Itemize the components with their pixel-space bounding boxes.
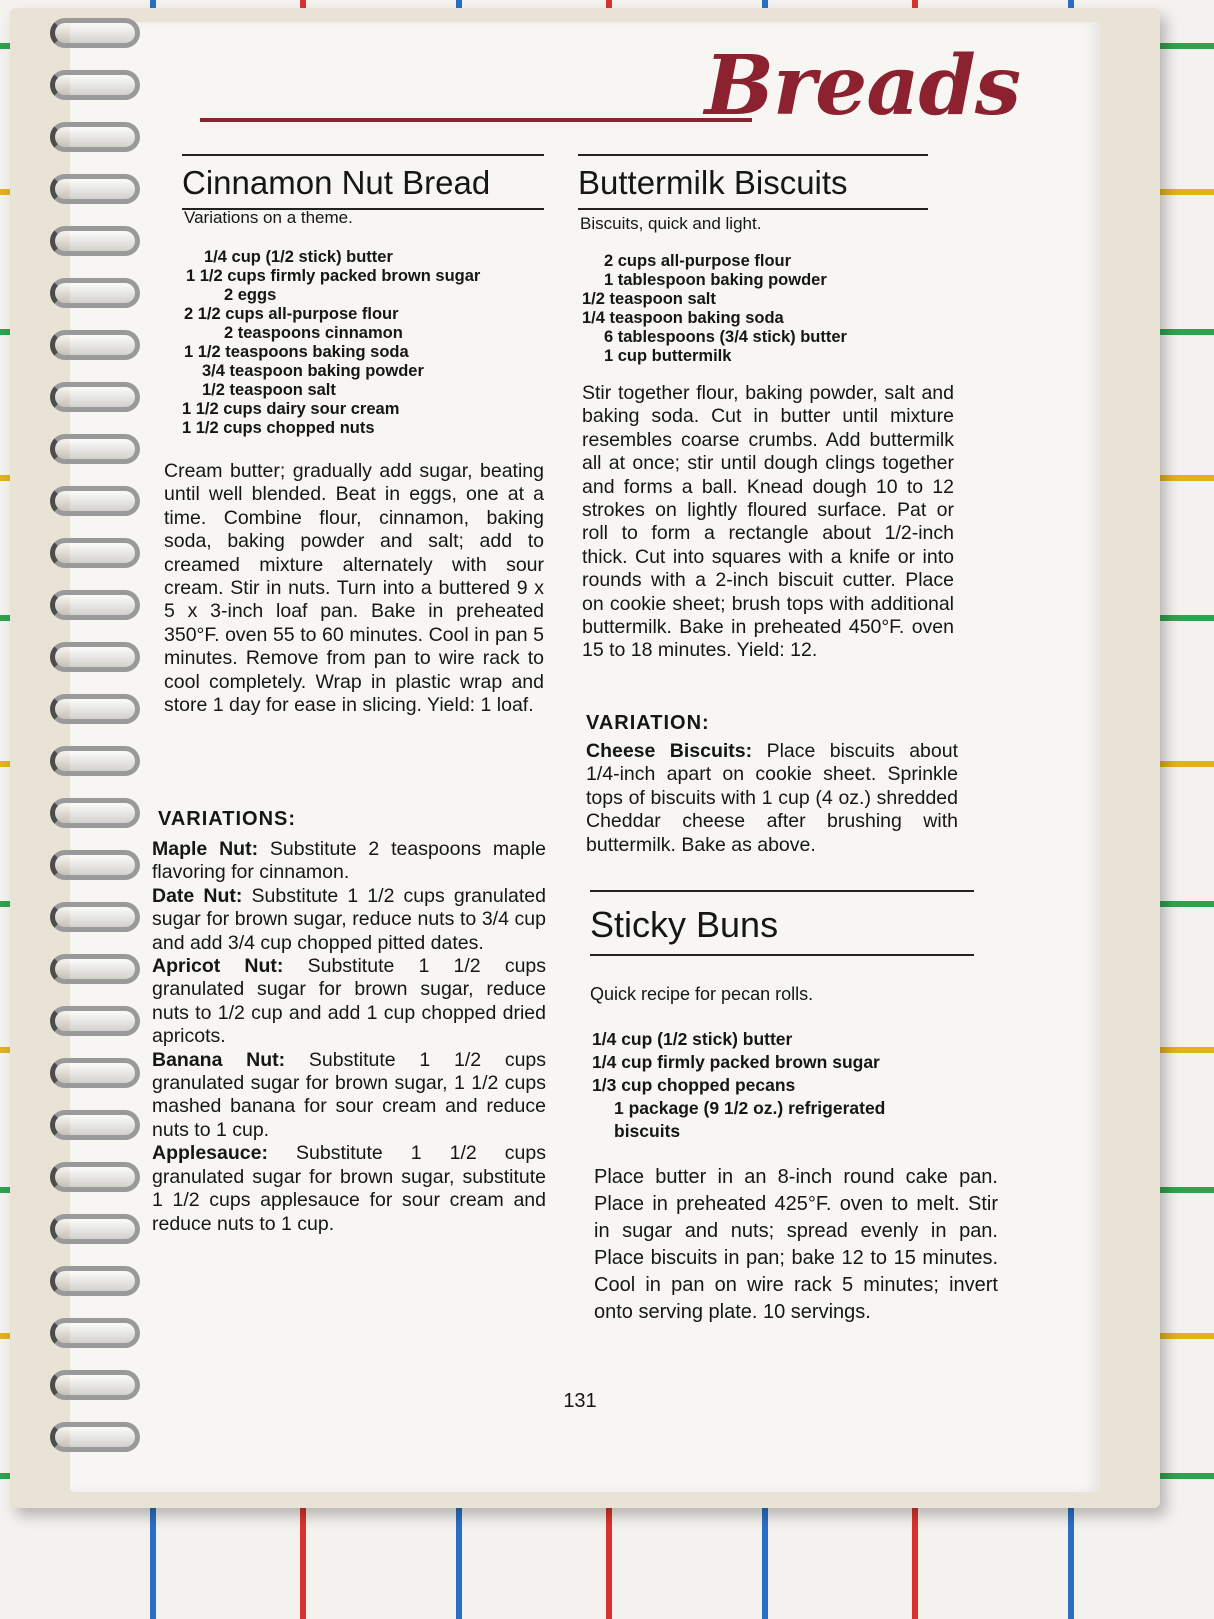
- ingredient: 1/4 cup (1/2 stick) butter: [592, 1029, 793, 1049]
- ingredient: 1 tablespoon baking powder: [604, 271, 827, 289]
- variation-name: Apricot Nut:: [152, 955, 284, 978]
- ingredient: 2 cups all-purpose flour: [604, 252, 792, 270]
- recipe-title: Cinnamon Nut Bread: [182, 164, 491, 201]
- variation-name: Date Nut:: [152, 884, 243, 907]
- ingredient: 1/4 teaspoon baking soda: [582, 309, 784, 327]
- ingredient: 1 1/2 cups firmly packed brown sugar: [186, 267, 481, 285]
- recipe-title: Buttermilk Biscuits: [578, 164, 848, 201]
- variation-item: [152, 1142, 546, 1236]
- variation-name: Cheese Biscuits:: [586, 740, 753, 762]
- cookbook-page: [70, 22, 1100, 1492]
- ingredient-list: [592, 1028, 944, 1143]
- ingredient: 1 1/2 cups dairy sour cream: [182, 400, 400, 418]
- header-rule: [200, 118, 752, 122]
- ingredient-list: [182, 248, 480, 438]
- ingredient: 1/2 teaspoon salt: [582, 290, 716, 308]
- ingredient: 2 1/2 cups all-purpose flour: [184, 305, 399, 323]
- ingredient: 2 teaspoons cinnamon: [224, 324, 403, 342]
- ingredient: 3/4 teaspoon baking powder: [202, 362, 424, 380]
- variations-list: [586, 740, 958, 857]
- variations-list: [152, 838, 546, 1236]
- variation-name: Applesauce:: [152, 1142, 268, 1165]
- variation-item: [152, 885, 546, 955]
- recipe-title: Sticky Buns: [590, 904, 779, 945]
- recipe-directions: [164, 460, 544, 717]
- ingredient: 2 eggs: [224, 286, 277, 304]
- recipe-tagline: Variations on a theme.: [184, 208, 353, 227]
- recipe-tagline: Quick recipe for pecan rolls.: [590, 984, 814, 1004]
- recipe-directions: [582, 382, 954, 663]
- directions-text: Cream butter; gradually add sugar, beating until well blended. Beat in eggs, one at a time. Combine flour, cinnamon, baking soda, baking powder and salt; add to creamed mixture alternately with sour cream. Stir in nuts. Turn into a buttered 9 x 5 x 3-inch loaf pan. Bake in preheated 350°F. oven 55 to 60 minutes. Cool in pan 5 minutes. Remove from pan to wire rack to cool completely. Wrap in plastic wrap and store 1 day for ease in slicing. Yield: 1 loaf.: [164, 460, 544, 717]
- recipe-title-block: [182, 154, 544, 210]
- variation-text: Substitute 1 1/2 cups granulated sugar for brown sugar, substitute 1 1/2 cups applesauce for sour cream and reduce nuts to 1 cup.: [152, 1142, 546, 1235]
- cookbook: [10, 8, 1160, 1508]
- variation-item: [152, 955, 546, 1049]
- ingredient: 6 tablespoons (3/4 stick) butter: [604, 328, 847, 346]
- ingredient: 1 1/2 teaspoons baking soda: [184, 343, 409, 361]
- variation-item: [152, 838, 546, 885]
- section-title: Breads: [704, 38, 1020, 134]
- page-number: 131: [563, 1390, 597, 1412]
- directions-text: Place butter in an 8-inch round cake pan. Place in preheated 425°F. oven to melt. Stir in sugar and nuts; spread evenly in pan. Place biscuits in pan; bake 12 to 15 minutes. Cool in pan on wire rack 5 minutes; invert onto serving plate. 10 servings.: [594, 1166, 998, 1323]
- ingredient: 1/4 cup (1/2 stick) butter: [204, 248, 393, 266]
- recipe-directions: [594, 1164, 998, 1326]
- ingredient: 1/2 teaspoon salt: [202, 381, 336, 399]
- variations-heading: VARIATIONS:: [158, 808, 297, 830]
- ingredient: 1 package (9 1/2 oz.) refrigerated biscuits: [614, 1098, 886, 1141]
- recipe-tagline: Biscuits, quick and light.: [580, 214, 762, 233]
- directions-text: Stir together flour, baking powder, salt and baking soda. Cut in butter until mixture resembles coarse crumbs. Add buttermilk all at once; stir until dough clings together and forms a ball. Knead dough 10 to 12 strokes on lightly floured surface. Pat or roll to form a rectangle about 1/2-inch thick. Cut into squares with a knife or into rounds with a 2-inch biscuit cutter. Place on cookie sheet; brush tops with additional buttermilk. Bake in preheated 450°F. oven 15 to 18 minutes. Yield: 12.: [582, 382, 954, 662]
- variation-text: Place biscuits about 1/4-inch apart on cookie sheet. Sprinkle tops of biscuits with 1 cup (4 oz.) shredded Cheddar cheese after brushing with buttermilk. Bake as above.: [586, 740, 958, 856]
- recipe-title-block: [590, 890, 974, 956]
- variation-name: Banana Nut:: [152, 1048, 286, 1071]
- variation-text: Substitute 1 1/2 cups granulated sugar for brown sugar, reduce nuts to 3/4 cup and add 3/4 cup chopped pitted dates.: [152, 884, 546, 954]
- ingredient-list: [582, 252, 847, 366]
- ingredient: 1 1/2 cups chopped nuts: [182, 419, 375, 437]
- ingredient: 1/4 cup firmly packed brown sugar: [592, 1052, 880, 1072]
- recipe-title-block: [578, 154, 928, 210]
- variations-heading: VARIATION:: [586, 712, 710, 734]
- ingredient: 1 cup buttermilk: [604, 347, 732, 365]
- variation-text: Substitute 2 teaspoons maple flavoring for cinnamon.: [152, 838, 546, 884]
- ingredient: 1/3 cup chopped pecans: [592, 1075, 796, 1095]
- variation-name: Maple Nut:: [152, 838, 259, 860]
- variation-text: Substitute 1 1/2 cups granulated sugar for brown sugar, 1 1/2 cups mashed banana for sour cream and reduce nuts to 1 cup.: [152, 1048, 547, 1141]
- variation-item: [586, 740, 958, 857]
- variation-item: [152, 1049, 546, 1143]
- variation-text: Substitute 1 1/2 cups granulated sugar for brown sugar, reduce nuts to 1/2 cup and add 1 cup chopped dried apricots.: [152, 955, 547, 1048]
